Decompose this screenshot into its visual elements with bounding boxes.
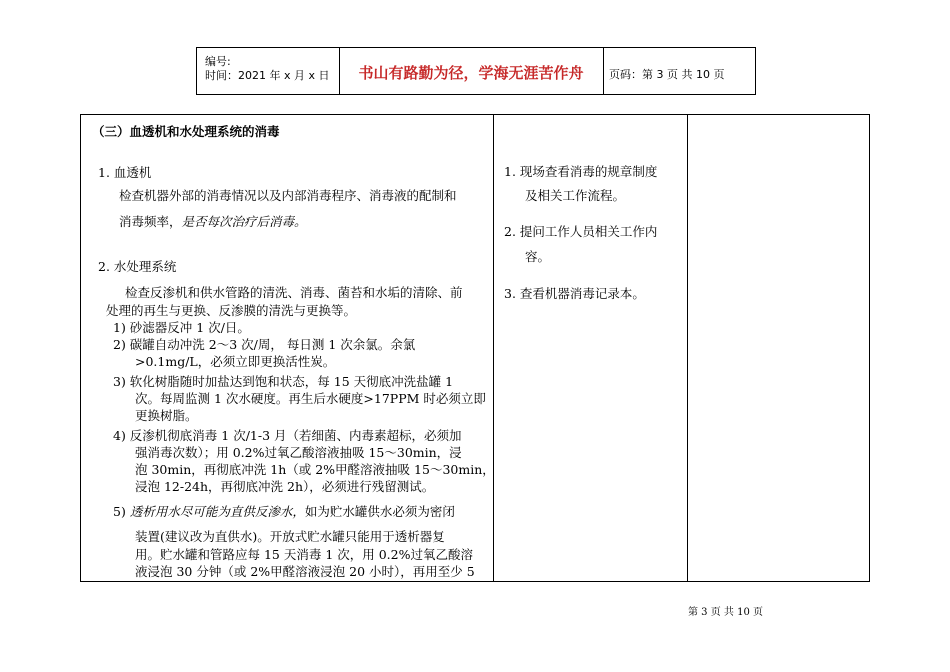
method-item: 3. 查看机器消毒记录本。 bbox=[504, 286, 645, 301]
item2-title: 2. 水处理系统 bbox=[98, 259, 177, 274]
text-line: 更换树脂。 bbox=[135, 408, 198, 423]
text-line: >0.1mg/L，必须立即更换活性炭。 bbox=[135, 354, 336, 369]
number-label: 编号: bbox=[205, 55, 231, 68]
section-title: （三）血透机和水处理系统的消毒 bbox=[92, 124, 280, 139]
list-item: 5) 透析用水尽可能为直供反渗水，如为贮水罐供水必须为密闭 bbox=[113, 504, 455, 519]
page-label: 页码：第 3 页 共 10 页 bbox=[609, 68, 725, 81]
text-line: 液浸泡 30 分钟（或 2%甲醛溶液浸泡 20 小时），再用至少 5 bbox=[135, 564, 475, 579]
text-line: 容。 bbox=[525, 249, 551, 264]
text-line: 强消毒次数）；用 0.2%过氧乙酸溶液抽吸 15～30min，浸 bbox=[135, 445, 462, 460]
header-page-cell bbox=[603, 48, 755, 94]
motto: 书山有路勤为径，学海无涯苦作舟 bbox=[358, 64, 584, 82]
list-item: 2) 碳罐自动冲洗 2～3 次/周， 每日测 1 次余氯。余氯 bbox=[113, 337, 416, 352]
header-motto-cell bbox=[339, 48, 604, 94]
method-item: 2. 提问工作人员相关工作内 bbox=[504, 224, 658, 239]
time-label: 时间：2021 年 x 月 x 日 bbox=[205, 69, 330, 82]
method-item: 1. 现场查看消毒的规章制度 bbox=[504, 164, 658, 179]
column-divider bbox=[493, 115, 494, 581]
text-line: 消毒频率，是否每次治疗后消毒。 bbox=[119, 214, 307, 229]
text-line: 检查机器外部的消毒情况以及内部消毒程序、消毒液的配制和 bbox=[119, 188, 457, 203]
text-line: 泡 30min，再彻底冲洗 1h（或 2%甲醛溶液抽吸 15～30min， bbox=[135, 462, 495, 477]
text-line: 处理的再生与更换、反渗膜的清洗与更换等。 bbox=[106, 303, 357, 318]
list-item: 3) 软化树脂随时加盐达到饱和状态，每 15 天彻底冲洗盐罐 1 bbox=[113, 374, 454, 389]
item1-title: 1. 血透机 bbox=[98, 165, 152, 180]
list-item: 4) 反渗机彻底消毒 1 次/1-3 月（若细菌、内毒素超标，必须加 bbox=[113, 428, 462, 443]
header-info-cell bbox=[197, 48, 340, 94]
column-divider bbox=[687, 115, 688, 581]
text-line: 用。贮水罐和管路应每 15 天消毒 1 次，用 0.2%过氧乙酸溶 bbox=[135, 547, 473, 562]
text-line: 装置(建议改为直供水)。开放式贮水罐只能用于透析器复 bbox=[135, 529, 445, 544]
document-header bbox=[196, 47, 756, 95]
content-table bbox=[80, 114, 870, 582]
text-line: 及相关工作流程。 bbox=[525, 188, 626, 203]
text-line: 检查反渗机和供水管路的清洗、消毒、菌苔和水垢的清除、前 bbox=[125, 285, 463, 300]
list-item: 1) 砂滤器反冲 1 次/日。 bbox=[113, 320, 250, 335]
text-line: 浸泡 12-24h，再彻底冲洗 2h），必须进行残留测试。 bbox=[135, 479, 435, 494]
page-footer: 第 3 页 共 10 页 bbox=[688, 607, 763, 618]
text-line: 次。每周监测 1 次水硬度。再生后水硬度>17PPM 时必须立即 bbox=[135, 391, 486, 406]
